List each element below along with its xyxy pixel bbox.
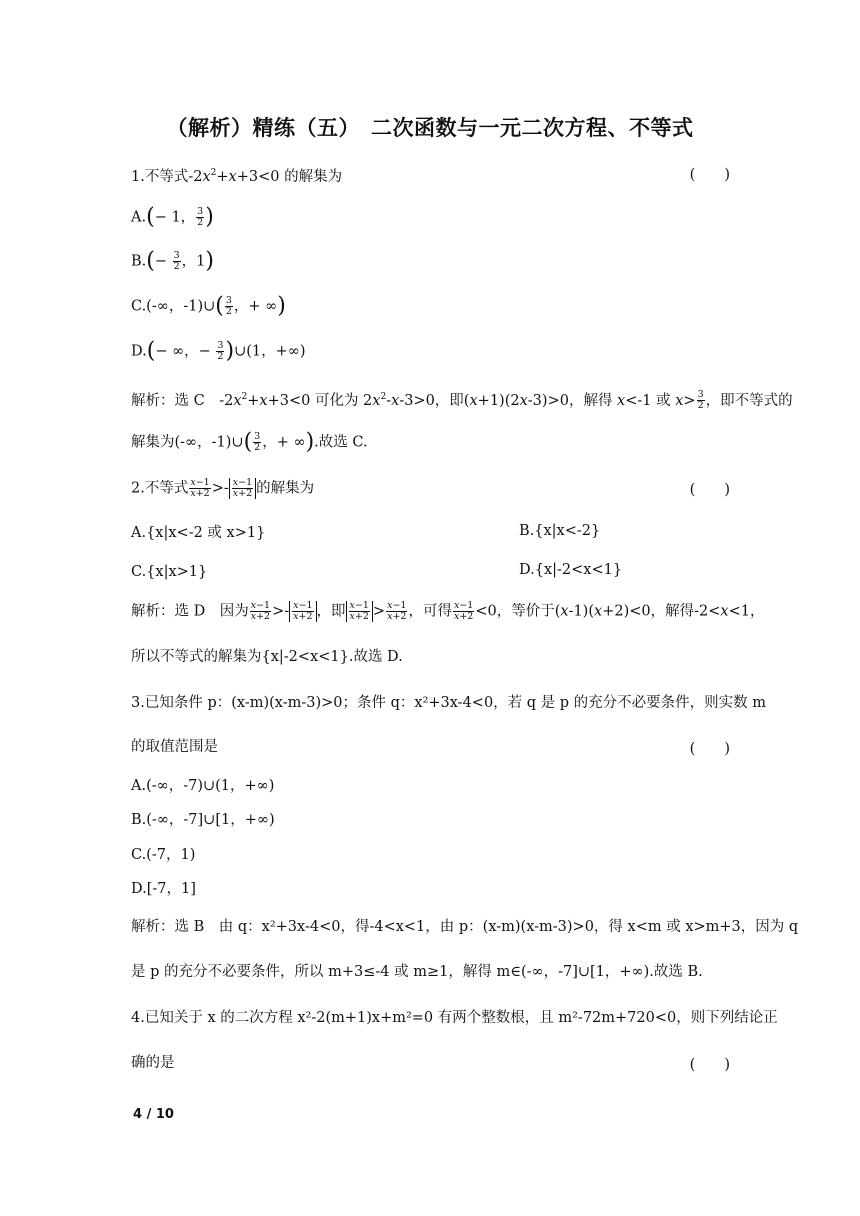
q3-option-b: B.(-∞，-7]∪[1，+∞) bbox=[131, 812, 275, 828]
q3-analysis-line-2: 是 p 的充分不必要条件，所以 m+3≤-4 或 m≥1，解得 m∈(-∞，-7]∪[1，+∞).故选 B. bbox=[131, 964, 703, 980]
question-3-stem-line-1: 3.已知条件 p：(x-m)(x-m-3)>0；条件 q：x²+3x-4<0，若 q 是 p 的充分不必要条件，则实数 m bbox=[131, 695, 767, 711]
question-4-stem-line-1: 4.已知关于 x 的二次方程 x²-2(m+1)x+m²=0 有两个整数根，且 m²-72m+720<0，则下列结论正 bbox=[131, 1010, 778, 1026]
q2-option-d: D.{x|-2<x<1} bbox=[519, 562, 623, 578]
question-4-stem-line-2: 确的是 bbox=[131, 1055, 175, 1071]
q3-analysis-line-1: 解析：选 B 由 q：x²+3x-4<0，得-4<x<1，由 p：(x-m)(x-m-3)>0，得 x<m 或 x>m+3，因为 q bbox=[131, 919, 799, 935]
q2-analysis-line-2: 所以不等式的解集为{x|-2<x<1}.故选 D. bbox=[131, 649, 403, 665]
page-number: 4 / 10 bbox=[133, 1107, 174, 1122]
question-1-stem: 1.不等式$-2x^2+x+3<0$ 的解集为 bbox=[131, 168, 343, 185]
q2-option-b: B.{x|x<-2} bbox=[519, 523, 601, 539]
q2-analysis-line-1: 解析：选 D 因为 $\frac{x-1}{x+2}$ >- $\frac{x-1}{x+2}$ ，即 $\frac{x-1}{x+2}$ > $\frac{x-1}{x+2}$ ，可得 $\frac{x-1}{x+2}$ <0，等价于(x-1)(x+2)<0，解得-2<x<1， bbox=[131, 600, 765, 622]
question-2-stem: 2.不等式 $\frac{x-1}{x+2}$ >- $\frac{x-1}{x+2}$ 的解集为 bbox=[131, 477, 315, 499]
q3-option-d: D.[-7，1] bbox=[131, 881, 196, 897]
q2-option-c: C.{x|x>1} bbox=[131, 564, 208, 580]
question-4-answer-paren: ( ) bbox=[689, 1057, 730, 1073]
q1-analysis-line-2: 解集为(-∞，-1)∪( $\frac{3}{2}$ ，+ ∞).故选 C. bbox=[131, 429, 368, 455]
q3-option-a: A.(-∞，-7)∪(1，+∞) bbox=[131, 778, 275, 794]
question-3-stem-line-2: 的取值范围是 bbox=[131, 739, 218, 755]
q1-option-c: C.(-∞，-1)∪( $\frac{3}{2}$ ，+ ∞) bbox=[131, 293, 286, 319]
q1-option-a: A.(− 1， $\frac{3}{2}$ ) bbox=[131, 204, 214, 230]
page-title: （解析）精练（五） 二次函数与一元二次方程、不等式 bbox=[166, 116, 694, 140]
question-3-answer-paren: ( ) bbox=[689, 741, 730, 757]
question-1-answer-paren: ( ) bbox=[689, 167, 730, 183]
question-2-answer-paren: ( ) bbox=[689, 482, 730, 498]
q2-option-a: A.{x|x<-2 或 x>1} bbox=[131, 525, 266, 541]
q1-option-b: B.(− $\frac{3}{2}$ ，1) bbox=[131, 248, 214, 274]
q1-option-d: D.(− ∞，− $\frac{3}{2}$ )∪(1，+∞) bbox=[131, 338, 306, 364]
q1-analysis-line-1: 解析：选 C $-2x^2+x+3<0$ 可化为 $2x^2-x-3>0$，即(x+1)(2x-3)>0，解得 x<-1 或 x> $\frac{3}{2}$ ，即不等式的 bbox=[131, 389, 793, 412]
q3-option-c: C.(-7，1) bbox=[131, 847, 196, 863]
